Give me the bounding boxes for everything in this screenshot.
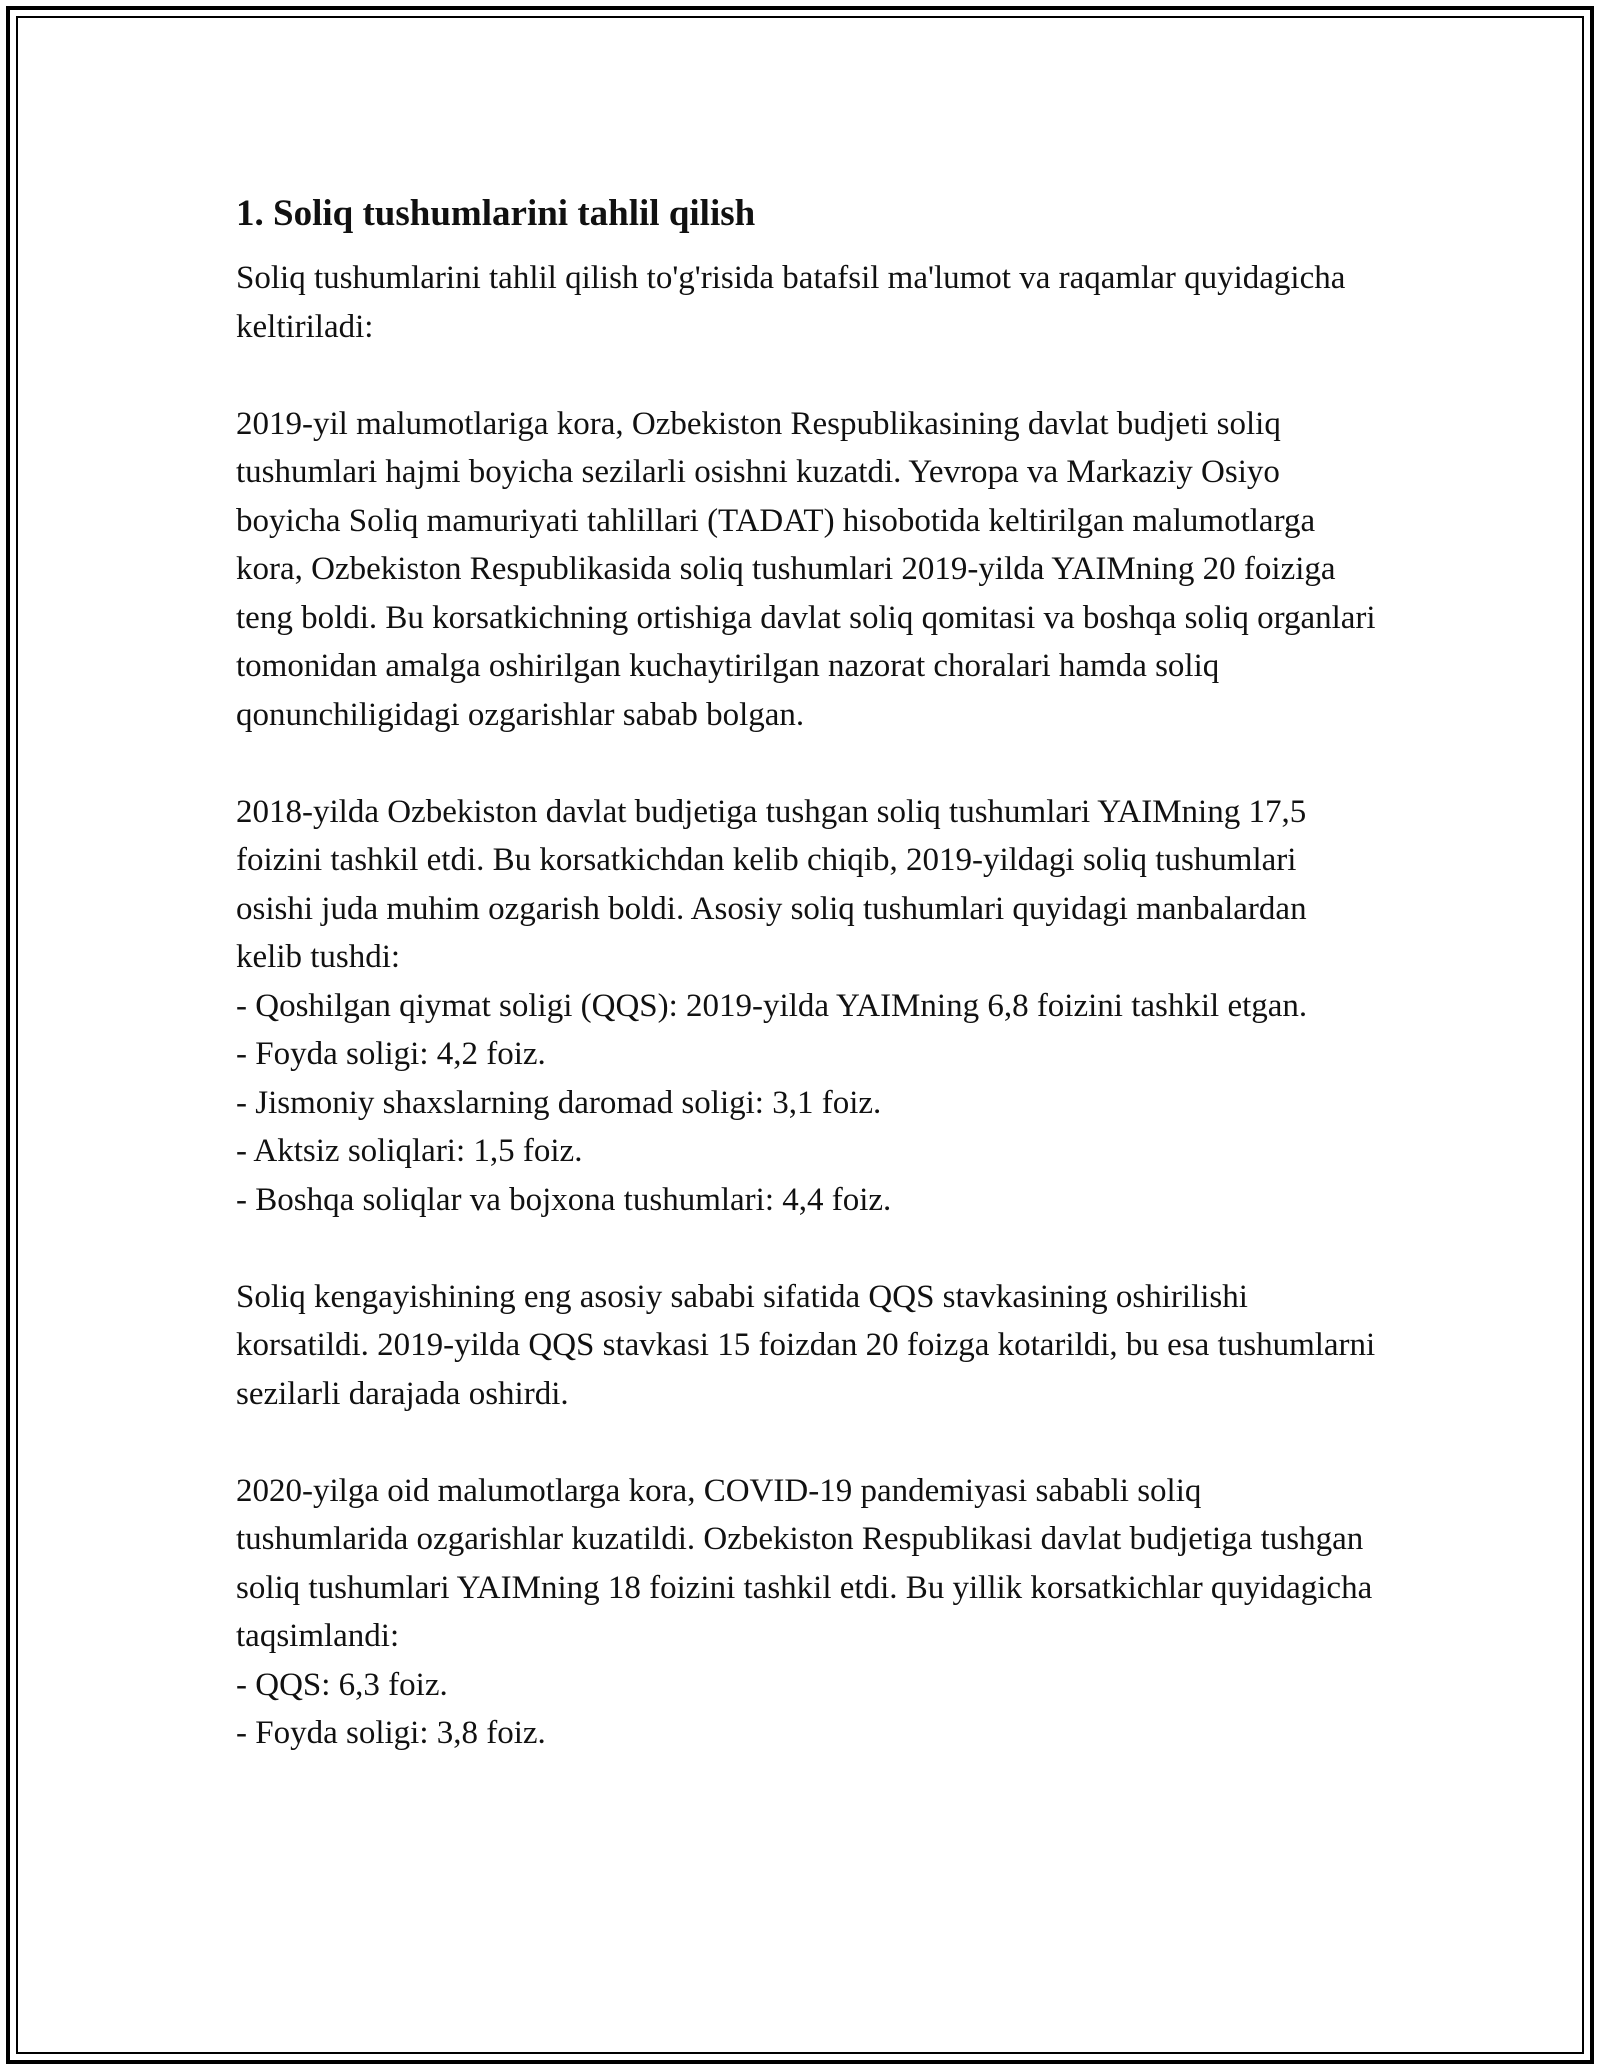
tax-sources-2019-list	[236, 982, 1376, 1225]
paragraph-2018: 2018-yilda Ozbekiston davlat budjetiga tushgan soliq tushumlari YAIMning 17,5 foizini tashkil etdi. Bu korsatkichdan kelib chiqib, 2019-yildagi soliq tushumlari osishi juda muhim ozgarish boldi. Asosiy soliq tushumlari quyidagi manbalardan kelib tushdi:	[236, 793, 1307, 975]
paragraph-qqs: Soliq kengayishining eng asosiy sababi sifatida QQS stavkasining oshirilishi korsatildi. 2019-yilda QQS stavkasi 15 foizdan 20 foizga kotarildi, bu esa tushumlarni sezilarli darajada oshirdi.	[236, 1278, 1376, 1412]
list-item: - Boshqa soliqlar va bojxona tushumlari: 4,4 foiz.	[236, 1181, 892, 1218]
intro-paragraph: Soliq tushumlarini tahlil qilish to'g'risida batafsil ma'lumot va raqamlar quyidagicha keltiriladi:	[236, 260, 1346, 345]
list-item: - Foyda soligi: 3,8 foiz.	[236, 1715, 546, 1751]
tax-sources-2020-list	[236, 1661, 1376, 1758]
list-item: - Aktsiz soliqlari: 1,5 foiz.	[236, 1133, 583, 1169]
list-item: - Qoshilgan qiymat soligi (QQS): 2019-yilda YAIMning 6,8 foizini tashkil etgan.	[236, 987, 1308, 1024]
section-heading: 1. Soliq tushumlarini tahlil qilish	[236, 193, 756, 234]
list-item: - Jismoniy shaxslarning daromad soligi: 3,1 foiz.	[236, 1084, 882, 1121]
list-item: - Foyda soligi: 4,2 foiz.	[236, 1036, 546, 1072]
paragraph-2020-block	[236, 1467, 1376, 1758]
list-item: - QQS: 6,3 foiz.	[236, 1666, 448, 1703]
paragraph-2018-block	[236, 788, 1376, 1225]
paragraph-2020: 2020-yilga oid malumotlarga kora, COVID-19 pandemiyasi sababli soliq tushumlarida ozgarishlar kuzatildi. Ozbekiston Respublikasi davlat budjetiga tushgan soliq tushumlari YAIMning 18 foizini tashkil etdi. Bu yillik korsatkichlar quyidagicha taqsimlandi:	[236, 1472, 1373, 1654]
document-body	[236, 186, 1376, 1806]
paragraph-2019: 2019-yil malumotlariga kora, Ozbekiston Respublikasining davlat budjeti soliq tushumlari hajmi boyicha sezilarli osishni kuzatdi. Yevropa va Markaziy Osiyo boyicha Soliq mamuriyati tahlillari (TADAT) hisobotida keltirilgan malumotlarga kora, Ozbekiston Respublikasida soliq tushumlari 2019-yilda YAIMning 20 foiziga teng boldi. Bu korsatkichning ortishiga davlat soliq qomitasi va boshqa soliq organlari tomonidan amalga oshirilgan kuchaytirilgan nazorat choralari hamda soliq qonunchiligidagi ozgarishlar sabab bolgan.	[236, 405, 1376, 733]
